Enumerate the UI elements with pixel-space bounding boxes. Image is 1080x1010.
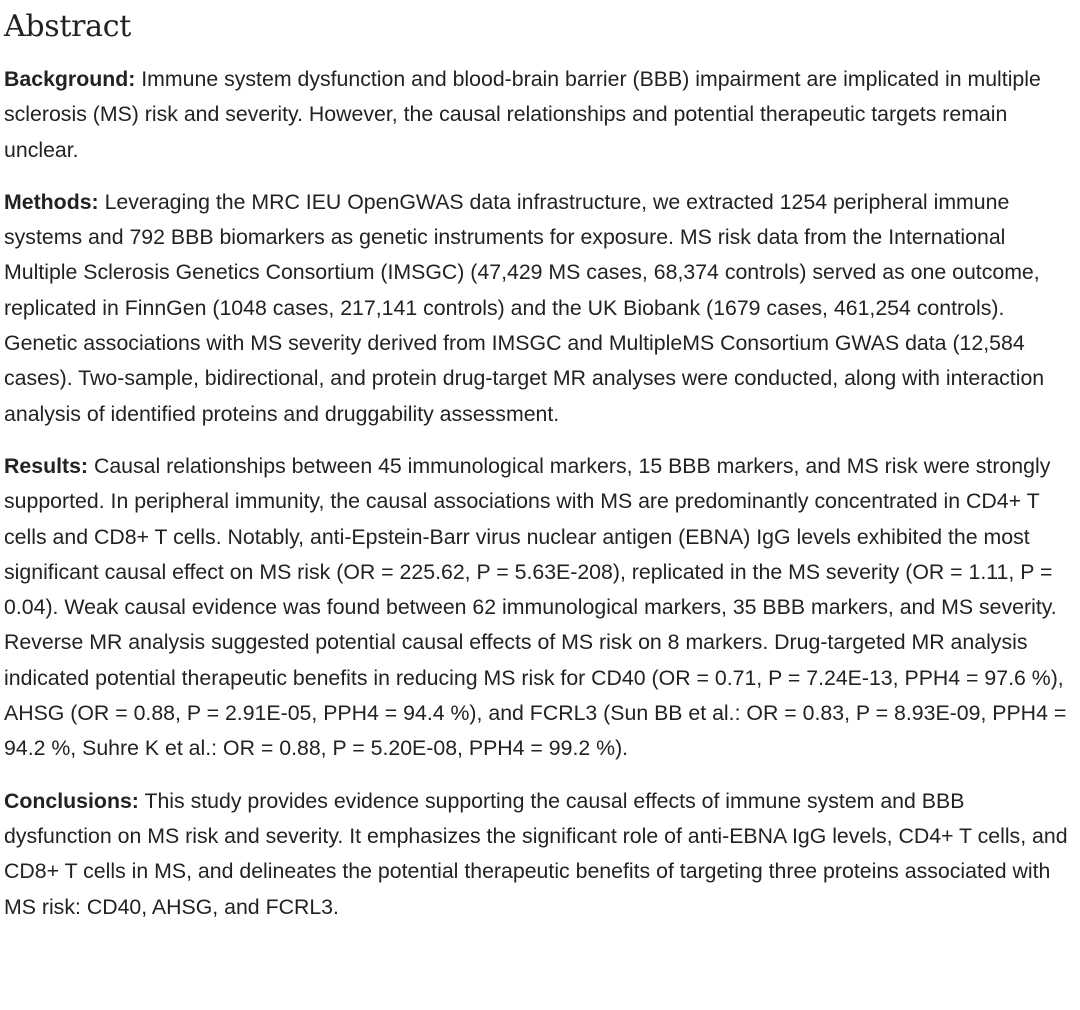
conclusions-section — [4, 784, 1070, 925]
background-text: Immune system dysfunction and blood-brain barrier (BBB) impairment are implicated in multiple sclerosis (MS) risk and severity. However, the causal relationships and potential therapeutic targets remain unclear. — [4, 67, 1041, 162]
results-text: Causal relationships between 45 immunological markers, 15 BBB markers, and MS risk were strongly supported. In peripheral immunity, the causal associations with MS are predominantly concentrated in CD4+ T cells and CD8+ T cells. Notably, anti-Epstein-Barr virus nuclear antigen (EBNA) IgG levels exhibited the most significant causal effect on MS risk (OR = 225.62, P = 5.63E-208), replicated in the MS severity (OR = 1.11, P = 0.04). Weak causal evidence was found between 62 immunological markers, 35 BBB markers, and MS severity. Reverse MR analysis suggested potential causal effects of MS risk on 8 markers. Drug-targeted MR analysis indicated potential therapeutic benefits in reducing MS risk for CD40 (OR = 0.71, P = 7.24E-13, PPH4 = 97.6 %), AHSG (OR = 0.88, P = 2.91E-05, PPH4 = 94.4 %), and FCRL3 (Sun BB et al.: OR = 0.83, P = 8.93E-09, PPH4 = 94.2 %, Suhre K et al.: OR = 0.88, P = 5.20E-08, PPH4 = 99.2 %). — [4, 453, 1067, 761]
methods-label: Methods: — [4, 189, 99, 214]
results-section — [4, 449, 1070, 767]
results-label: Results: — [4, 453, 89, 478]
methods-text: Leveraging the MRC IEU OpenGWAS data infrastructure, we extracted 1254 peripheral immune systems and 792 BBB biomarkers as genetic instruments for exposure. MS risk data from the International Multiple Sclerosis Genetics Consortium (IMSGC) (47,429 MS cases, 68,374 controls) served as one outcome, replicated in FinnGen (1048 cases, 217,141 controls) and the UK Biobank (1679 cases, 461,254 controls). Genetic associations with MS severity derived from IMSGC and MultipleMS Consortium GWAS data (12,584 cases). Two-sample, bidirectional, and protein drug-target MR analyses were conducted, along with interaction analysis of identified proteins and druggability assessment. — [4, 189, 1045, 426]
background-label: Background: — [4, 67, 136, 91]
conclusions-text: This study provides evidence supporting the causal effects of immune system and BBB dysfunction on MS risk and severity. It emphasizes the significant role of anti-EBNA IgG levels, CD4+ T cells, and CD8+ T cells in MS, and delineates the potential therapeutic benefits of targeting three proteins associated with MS risk: CD40, AHSG, and FCRL3. — [4, 788, 1068, 919]
methods-section — [4, 185, 1070, 432]
conclusions-label: Conclusions: — [4, 788, 139, 813]
abstract-heading: Abstract — [4, 9, 132, 44]
abstract — [4, 0, 1070, 942]
background-section — [4, 62, 1070, 168]
